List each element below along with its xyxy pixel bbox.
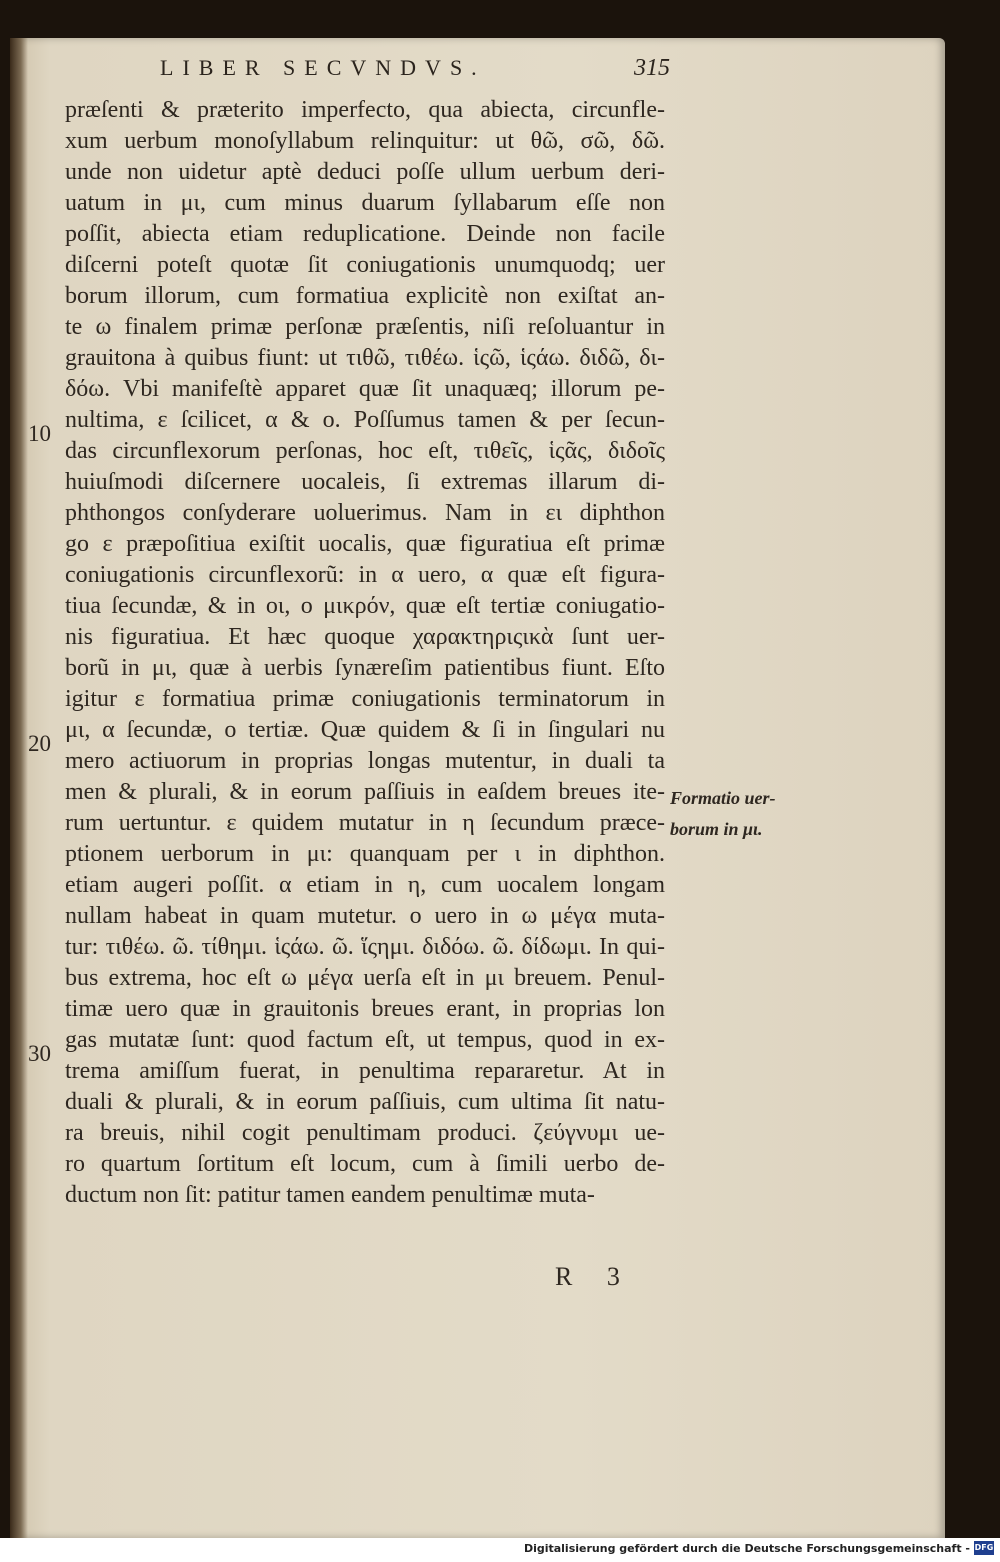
text-line: nullam habeat in quam mutetur. ο uero in ω μέγα muta- xyxy=(65,903,665,929)
text-line: go ε præpoſitiua exiſtit uocalis, quæ figuratiua eſt primæ xyxy=(65,531,665,557)
text-line: das circunflexorum perſonas, hoc eſt, τιθεῖς, ἱςᾶς, διδοῖς xyxy=(65,438,665,464)
text-line: borũ in μι, quæ à uerbis ſynæreſim patientibus fiunt. Eſto xyxy=(65,655,665,681)
text-line: rum uertuntur. ε quidem mutatur in η ſecundum præce- xyxy=(65,810,665,836)
text-line: δόω. Vbi manifeſtè apparet quæ ſit unaquæq; illorum pe- xyxy=(65,376,665,402)
text-line: mero actiuorum in proprias longas mutentur, in duali ta xyxy=(65,748,665,774)
text-line: igitur ε formatiua primæ coniugationis terminatorum in xyxy=(65,686,665,712)
text-line: ductum non ſit: patitur tamen eandem penultimæ muta- xyxy=(65,1182,595,1208)
text-line: uatum in μι, cum minus duarum ſyllabarum eſſe non xyxy=(65,190,665,216)
text-line: grauitona à quibus fiunt: ut τιθῶ, τιθέω. ἱςῶ, ἱςάω. διδῶ, δι- xyxy=(65,345,665,371)
dfg-logo: DFG xyxy=(974,1541,994,1555)
text-line: coniugationis circunflexorũ: in α uero, α quæ eſt figura- xyxy=(65,562,665,588)
funding-notice: Digitalisierung gefördert durch die Deutsche Forschungsgemeinschaft - xyxy=(523,1542,970,1555)
text-line: timæ uero quæ in grauitonis breues erant, in proprias lon xyxy=(65,996,665,1022)
text-line: duali & plurali, & in eorum paſſiuis, cum ultima ſit natu- xyxy=(65,1089,665,1115)
line-number-20: 20 xyxy=(28,731,51,756)
body-text xyxy=(65,95,665,1211)
line-number-30: 30 xyxy=(28,1041,51,1066)
text-line: ra breuis, nihil cogit penultimam produci. ζεύγνυμι ue- xyxy=(65,1120,665,1146)
running-title: LIBER SECVNDVS. xyxy=(160,55,486,80)
text-line: tiua ſecundæ, & in οι, ο μικρόν, quæ eſt tertiæ coniugatio- xyxy=(65,593,665,619)
text-line: μι, α ſecundæ, ο tertiæ. Quæ quidem & ſi in ſingulari nu xyxy=(65,717,665,743)
footer-bar xyxy=(0,1538,1000,1562)
text-line: ptionem uerborum in μι: quanquam per ι in diphthon. xyxy=(65,841,665,867)
text-line: unde non uidetur aptè deduci poſſe ullum uerbum deri- xyxy=(65,159,665,185)
text-line: trema amiſſum fuerat, in penultima repararetur. At in xyxy=(65,1058,665,1084)
marginal-note xyxy=(670,783,810,845)
line-number-10: 10 xyxy=(28,421,51,446)
text-line: diſcerni poteſt quotæ ſit coniugationis unumquodq; uer xyxy=(65,252,665,278)
text-line: xum uerbum monoſyllabum relinquitur: ut θῶ, σῶ, δῶ. xyxy=(65,128,665,154)
text-line: bus extrema, hoc eſt ω μέγα uerſa eſt in μι breuem. Penul- xyxy=(65,965,665,991)
marginal-note-line: borum in μι. xyxy=(670,819,763,839)
text-line: præſenti & præterito imperfecto, qua abiecta, circunfle- xyxy=(65,97,665,123)
text-line: men & plurali, & in eorum paſſiuis in eaſdem breues ite- xyxy=(65,779,665,805)
text-line: nultima, ε ſcilicet, α & ο. Poſſumus tamen & per ſecun- xyxy=(65,407,665,433)
text-line: etiam augeri poſſit. α etiam in η, cum uocalem longam xyxy=(65,872,665,898)
signature-mark: R 3 xyxy=(555,1262,634,1291)
text-line: phthongos conſyderare uoluerimus. Nam in ει diphthon xyxy=(65,500,665,526)
page-header xyxy=(160,55,670,82)
marginal-note-line: Formatio uer- xyxy=(670,788,776,808)
text-line: poſſit, abiecta etiam reduplicatione. Deinde non facile xyxy=(65,221,665,247)
text-line: ro quartum ſortitum eſt locum, cum à ſimili uerbo de- xyxy=(65,1151,665,1177)
text-line: tur: τιθέω. ῶ. τίθημι. ἱςάω. ῶ. ἵςημι. διδόω. ῶ. δίδωμι. In qui- xyxy=(65,934,665,960)
text-line: gas mutatæ ſunt: quod factum eſt, ut tempus, quod in ex- xyxy=(65,1027,665,1053)
page-number: 315 xyxy=(634,55,670,81)
text-line: nis figuratiua. Et hæc quoque χαρακτηριςικὰ ſunt uer- xyxy=(65,624,665,650)
text-line: borum illorum, cum formatiua explicitè non exiſtat an- xyxy=(65,283,665,309)
text-line: te ω finalem primæ perſonæ præſentis, niſi reſoluantur in xyxy=(65,314,665,340)
page-gutter xyxy=(10,38,28,1538)
text-line: huiuſmodi diſcernere uocaleis, ſi extremas illarum di- xyxy=(65,469,665,495)
